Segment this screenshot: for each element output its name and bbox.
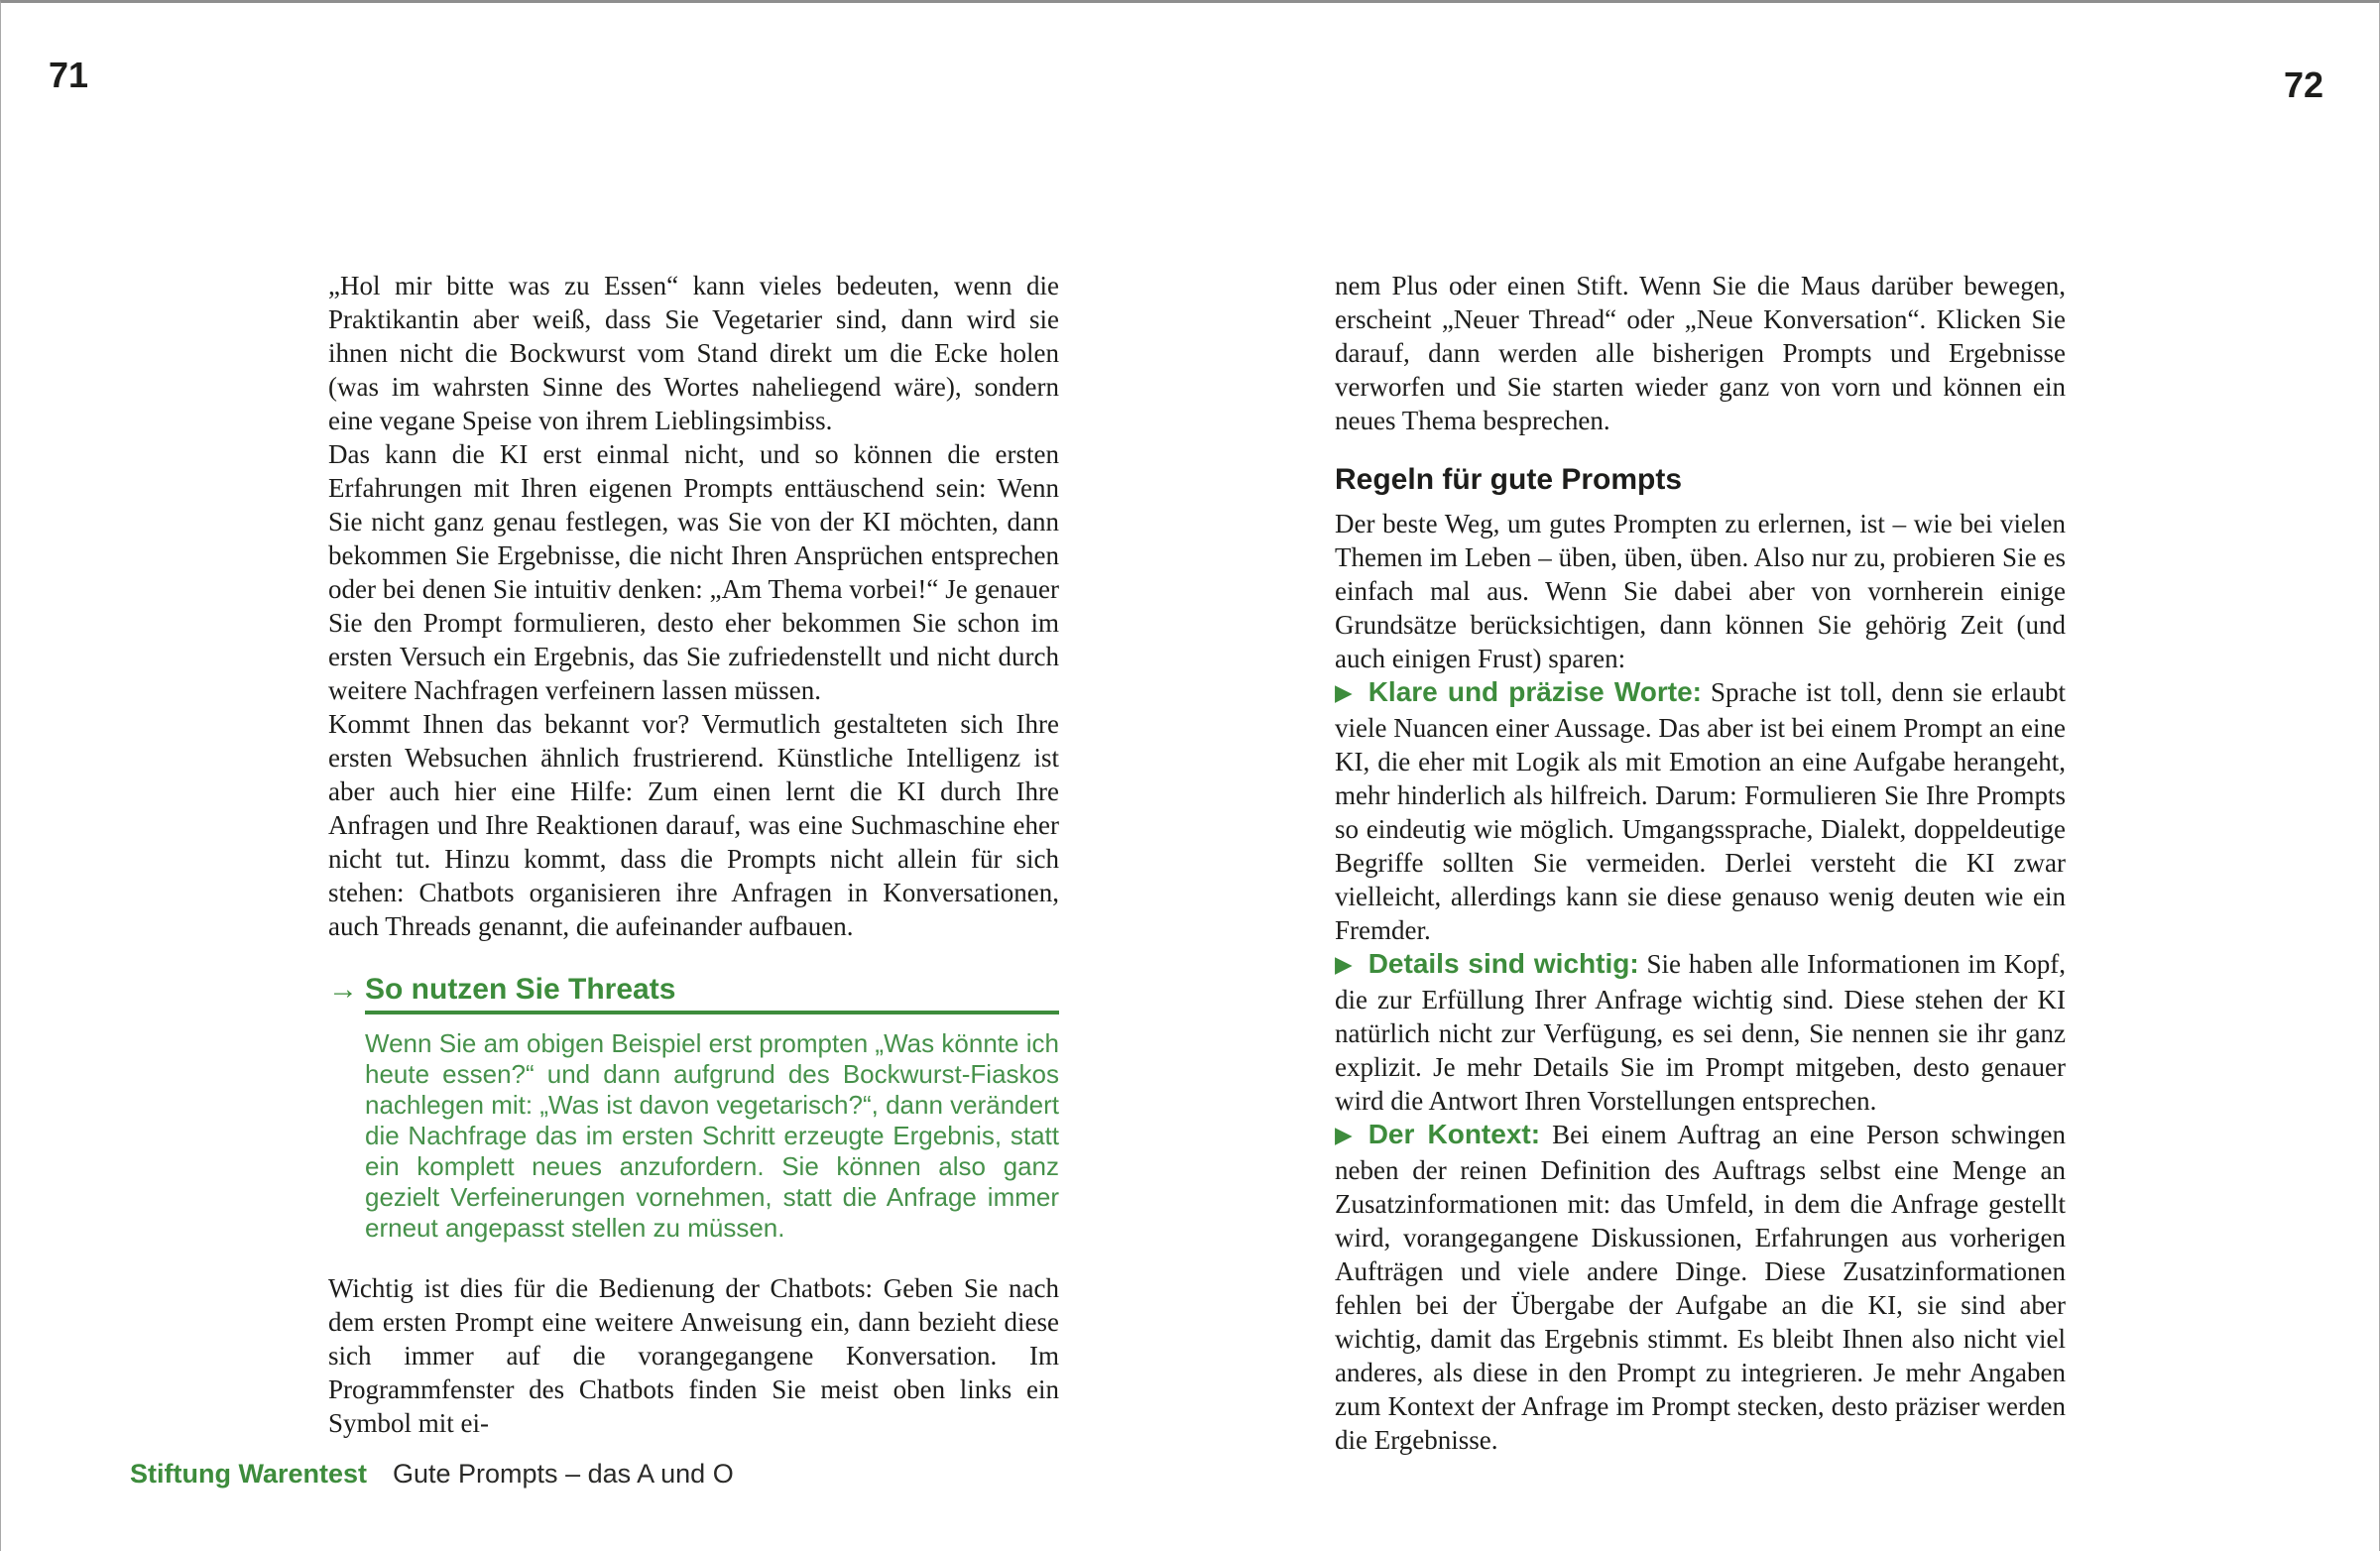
- arrow-right-icon: →: [328, 973, 358, 1006]
- triangle-bullet-icon: ▶: [1335, 952, 1353, 978]
- threads-box-body: Wenn Sie am obigen Beispiel erst prompten „Was könnte ich heute essen?“ und dann aufgrund des Bockwurst-Fiaskos nachlegen mit: „Was ist davon vegetarisch?“, dann verändert die Nachfrage das im ersten Schritt erzeugte Ergebnis, statt ein komplett neues anzufordern. Sie können also ganz gezielt Verfeinerungen vornehmen, statt die Anfrage immer erneut angepasst stellen zu müssen.: [365, 1028, 1059, 1243]
- bullet-label: Details sind wichtig:: [1368, 948, 1639, 979]
- threads-box-header: [328, 973, 1059, 1014]
- threads-box-title: So nutzen Sie Threats: [365, 973, 676, 1006]
- body-paragraph: Wichtig ist dies für die Bedienung der Chatbots: Geben Sie nach dem ersten Prompt eine weitere Anweisung ein, dann bezieht diese sich immer auf die vorangegangene Konversation. Im Programmfenster des Chatbots finden Sie meist oben links ein Symbol mit ei-: [328, 1273, 1059, 1438]
- bullet-text: Sie haben alle Informationen im Kopf, die zur Erfüllung Ihrer Anfrage wichtig sind. Diese stehen der KI natürlich nicht zur Verfügung, es sei denn, Sie nennen sie ihr ganz explizit. Je mehr Details Sie im Prompt mitgeben, desto genauer wird die Antwort Ihren Vorstellungen entsprechen.: [1335, 949, 2067, 1116]
- threads-title-area: [365, 973, 1059, 1014]
- left-page-column: [328, 269, 1059, 1440]
- body-paragraph: Der beste Weg, um gutes Prompten zu erlernen, ist – wie bei vielen Themen im Leben – üben, üben, üben. Also nur zu, probieren Sie es einfach mal aus. Wenn Sie dabei aber von vornherein einige Grundsätze berücksichtigen, dann können Sie gehörig Zeit (und auch einigen Frust) sparen:: [1335, 509, 2066, 673]
- bullet-item: [1335, 1118, 2066, 1457]
- triangle-bullet-icon: ▶: [1335, 1123, 1353, 1148]
- body-paragraph: Das kann die KI erst einmal nicht, und so können die ersten Erfahrungen mit Ihren eigenen Prompts enttäuschend sein: Wenn Sie nicht ganz genau festlegen, was Sie von der KI möchten, dann bekommen Sie Ergebnisse, die nicht Ihren Ansprüchen entsprechen oder bei denen Sie intuitiv denken: „Am Thema vorbei!“ Je genauer Sie den Prompt formulieren, desto eher bekommen Sie schon im ersten Versuch ein Ergebnis, das Sie zufriedenstellt und nicht durch weitere Nachfragen verfeinern lassen müssen.: [328, 439, 1059, 705]
- right-page-column: [1335, 269, 2066, 1457]
- body-paragraph: nem Plus oder einen Stift. Wenn Sie die Maus darüber bewegen, erscheint „Neuer Thread“ oder „Neue Konversation“. Klicken Sie darauf, dann werden alle bisherigen Prompts und Ergebnisse verworfen und Sie starten wieder ganz von vorn und können ein neues Thema besprechen.: [1335, 271, 2066, 435]
- page-number-left: 71: [49, 55, 89, 95]
- page-number-right: 72: [2283, 64, 2323, 105]
- bullet-label: Klare und präzise Worte:: [1368, 676, 1702, 707]
- threads-highlight-box: [328, 973, 1059, 1244]
- green-underline-rule: [365, 1011, 1059, 1014]
- bullet-text: Sprache ist toll, denn sie erlaubt viele Nuancen einer Aussage. Das aber ist bei einem Prompt an eine KI, die eher mit Logik als mit Emotion an eine Aufgabe herangeht, mehr hinderlich als hilfreich. Darum: Formulieren Sie Ihre Prompts so eindeutig wie möglich. Umgangssprache, Dialekt, doppeldeutige Begriffe sollten Sie vermeiden. Derlei versteht die KI zwar vielleicht, allerdings kann sie diese genauso wenig deuten wie ein Fremder.: [1335, 677, 2066, 945]
- bullet-text: Bei einem Auftrag an eine Person schwingen neben der reinen Definition des Auftrags selbst eine Menge an Zusatzinformationen mit: das Umfeld, in dem die Anfrage gestellt wird, vorangegangene Diskussionen, Erfahrungen aus vorherigen Aufträgen und viele andere Dinge. Diese Zusatzinformationen fehlen bei der Übergabe der Aufgabe an die KI, sie sind aber wichtig, damit das Ergebnis stimmt. Es bleibt Ihnen also nicht viel anderes, als diese in den Prompt zu integrieren. Je mehr Angaben zum Kontext der Anfrage im Prompt stecken, desto präziser werden die Ergebnisse.: [1335, 1120, 2067, 1455]
- body-paragraph: Kommt Ihnen das bekannt vor? Vermutlich gestalteten sich Ihre ersten Websuchen ähnlich frustrierend. Künstliche Intelligenz ist aber auch hier eine Hilfe: Zum einen lernt die KI durch Ihre Anfragen und Ihre Reaktionen darauf, was eine Suchmaschine eher nicht tut. Hinzu kommt, dass die Prompts nicht allein für sich stehen: Chatbots organisieren ihre Anfragen in Konversationen, auch Threads genannt, die aufeinander aufbauen.: [328, 709, 1059, 941]
- footer-publisher: Stiftung Warentest: [130, 1459, 367, 1489]
- bullet-item: [1335, 947, 2066, 1118]
- bullet-item: [1335, 675, 2066, 947]
- footer-chapter-title: Gute Prompts – das A und O: [393, 1459, 734, 1489]
- body-paragraph: „Hol mir bitte was zu Essen“ kann vieles bedeuten, wenn die Praktikantin aber weiß, dass Sie Vegetarier sind, dann wird sie ihnen nicht die Bockwurst vom Stand direkt um die Ecke holen (was im wahrsten Sinne des Wortes naheliegend wäre), sondern eine vegane Speise von ihrem Lieblingsimbiss.: [328, 271, 1059, 435]
- page-footer: [130, 1458, 734, 1490]
- bullet-label: Der Kontext:: [1368, 1119, 1541, 1149]
- section-heading: Regeln für gute Prompts: [1335, 463, 1683, 496]
- triangle-bullet-icon: ▶: [1335, 680, 1353, 706]
